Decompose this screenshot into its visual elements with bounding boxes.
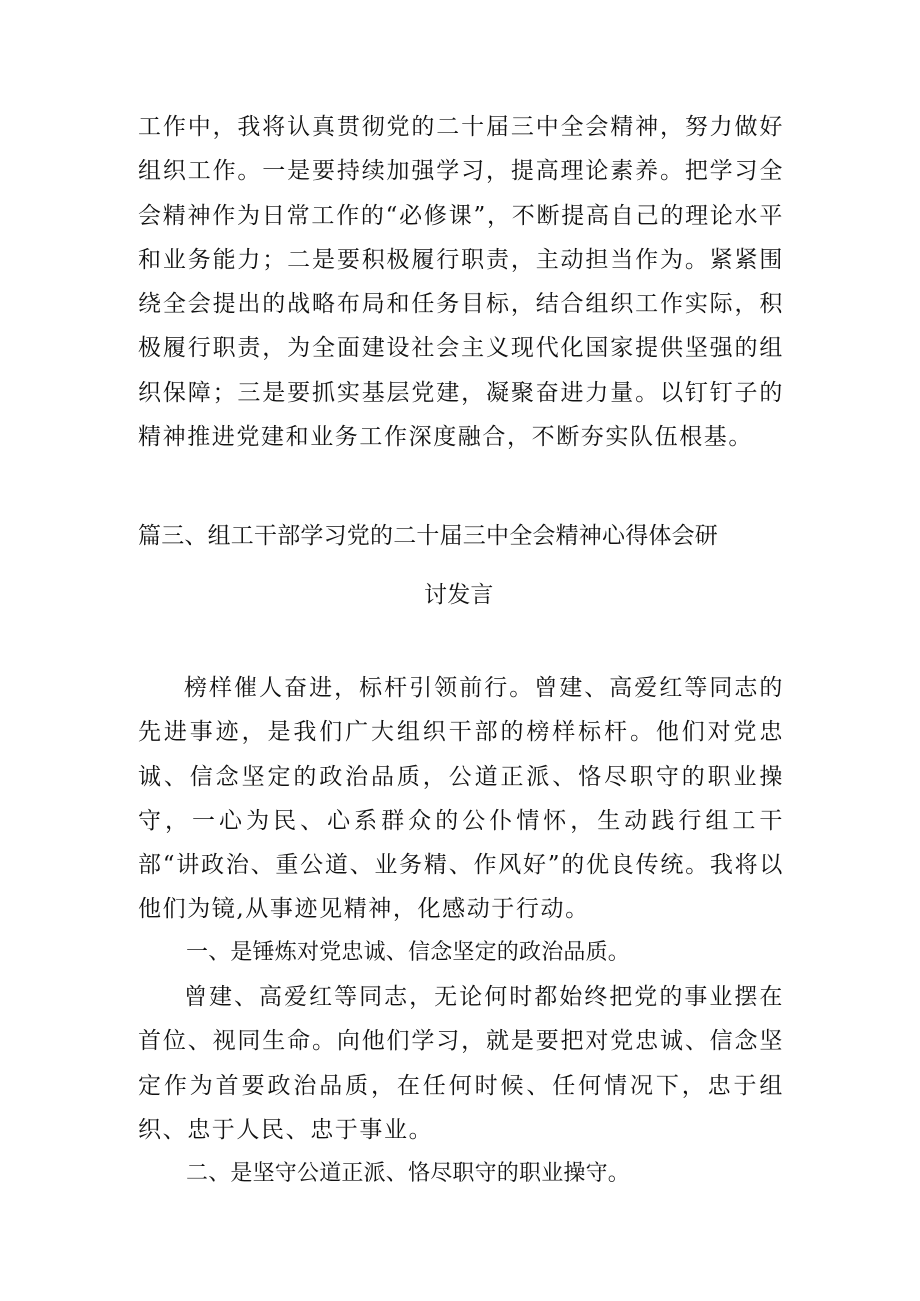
section-title-line-2: 讨发言 [424, 582, 494, 608]
paragraph-role-models: 榜样催人奋进，标杆引领前行。曾建、高爱红等同志的先进事迹，是我们广大组织干部的榜样标杆。他们对党忠诚、信念坚定的政治品质，公道正派、恪尽职守的职业操守，一心为民、心系群众的公仆情怀，生动践行组工干部“讲政治、重公道、业务精、作风好”的优良传统。我将以他们为镜,从事迹见精神，化感动于行动。 [138, 675, 784, 923]
intro-paragraph: 工作中，我将认真贯彻党的二十届三中全会精神，努力做好组织工作。一是要持续加强学习，提高理论素养。把学习全会精神作为日常工作的“必修课”，不断提高自己的理论水平和业务能力；二是要积极履行职责，主动担当作为。紧紧围绕全会提出的战略布局和任务目标，结合组织工作实际，积极履行职责，为全面建设社会主义现代化国家提供坚强的组织保障；三是要抓实基层党建，凝聚奋进力量。以钉钉子的精神推进党建和业务工作深度融合，不断夯实队伍根基。 [138, 114, 784, 451]
subheading-political-quality: 一、是锤炼对党忠诚、信念坚定的政治品质。 [186, 940, 631, 965]
subheading-professional-ethics: 二、是坚守公道正派、恪尽职守的职业操守。 [186, 1161, 631, 1186]
section-title-line-1: 篇三、组工干部学习党的二十届三中全会精神心得体会研 [138, 523, 718, 549]
paragraph-loyalty: 曾建、高爱红等同志，无论何时都始终把党的事业摆在首位、视同生命。向他们学习，就是要把对党忠诚、信念坚定作为首要政治品质，在任何时候、任何情况下，忠于组织、忠于人民、忠于事业。 [138, 984, 784, 1143]
